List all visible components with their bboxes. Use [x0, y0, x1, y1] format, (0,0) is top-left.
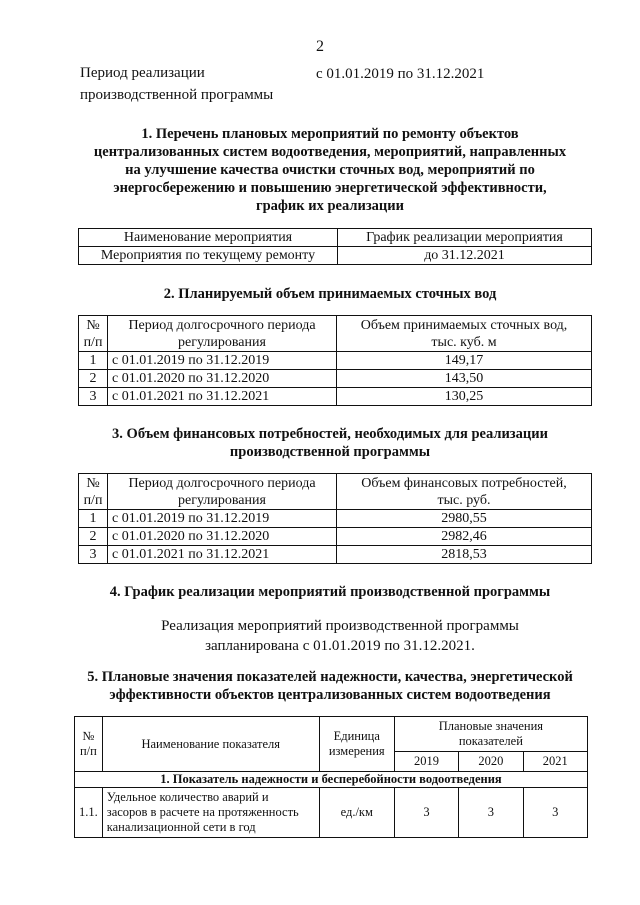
indicator-name-line: канализационной сети в год	[106, 820, 256, 834]
header-volume	[337, 316, 592, 352]
section1-title-line: централизованных систем водоотведения, мероприятий, направленных	[93, 144, 567, 160]
header-num-line1: №	[82, 729, 95, 743]
row-num: 1.1.	[75, 788, 103, 838]
header-num	[79, 474, 108, 510]
row-period: с 01.01.2021 по 31.12.2021	[108, 388, 337, 406]
section5-title-line1: 5. Плановые значения показателей надежности, качества, энергетической	[87, 669, 573, 685]
row-value-2019: 3	[394, 788, 458, 838]
page-number: 2	[316, 38, 324, 55]
table-header-row	[79, 474, 592, 510]
row-period: с 01.01.2020 по 31.12.2020	[108, 370, 337, 388]
table-row	[75, 788, 588, 838]
header-unit-line1: Единица	[333, 729, 380, 743]
header-year: 2020	[459, 752, 523, 772]
row-value: 149,17	[337, 352, 592, 370]
row-num: 3	[79, 546, 108, 564]
header-num	[75, 717, 103, 772]
indicator-name-line: Удельное количество аварий и	[106, 790, 269, 804]
table-row	[79, 247, 592, 265]
activity-name: Мероприятия по текущему ремонту	[79, 247, 338, 265]
section5-title	[55, 668, 605, 704]
header-period-line2: регулирования	[178, 492, 266, 508]
table-row	[79, 528, 592, 546]
section3-title-line2: производственной программы	[229, 444, 431, 460]
table-group-row	[75, 772, 588, 788]
section3-title-line1: 3. Объем финансовых потребностей, необходимых для реализации	[112, 426, 548, 442]
header-indicator-name: Наименование показателя	[102, 717, 319, 772]
header-unit	[319, 717, 394, 772]
row-period: с 01.01.2021 по 31.12.2021	[108, 546, 337, 564]
row-unit: ед./км	[319, 788, 394, 838]
section1-title-line: 1. Перечень плановых мероприятий по ремонту объектов	[141, 126, 519, 142]
section4-text-line2: запланирована с 01.01.2019 по 31.12.2021.	[205, 638, 475, 654]
header-year: 2019	[394, 752, 458, 772]
section4-title: 4. График реализации мероприятий производственной программы	[109, 584, 551, 600]
table-header-row	[79, 316, 592, 352]
section1-title-line: энергосбережению и повышению энергетической эффективности,	[113, 180, 547, 196]
section4-text	[100, 616, 580, 656]
row-num: 2	[79, 528, 108, 546]
row-value: 2980,55	[337, 510, 592, 528]
header-planned-values	[394, 717, 587, 752]
header-year: 2021	[523, 752, 587, 772]
row-value-2021: 3	[523, 788, 587, 838]
period-label-line2: производственной программы	[80, 87, 274, 103]
period-value: с 01.01.2019 по 31.12.2021	[316, 66, 485, 82]
header-financial-line2: тыс. руб.	[437, 492, 491, 508]
section5-title-line2: эффективности объектов централизованных систем водоотведения	[109, 687, 551, 703]
period-label	[80, 62, 273, 106]
row-value: 143,50	[337, 370, 592, 388]
header-num-line1: №	[86, 317, 100, 333]
row-period: с 01.01.2019 по 31.12.2019	[108, 510, 337, 528]
row-indicator-name	[102, 788, 319, 838]
table-header-row	[79, 229, 592, 247]
header-volume-line1: Объем принимаемых сточных вод,	[360, 317, 568, 333]
row-value: 130,25	[337, 388, 592, 406]
header-volume-line2: тыс. куб. м	[431, 334, 497, 350]
section1-title-line: график их реализации	[255, 198, 404, 214]
section4-text-line1: Реализация мероприятий производственной программы	[161, 618, 519, 634]
table-row	[79, 388, 592, 406]
header-num-line2: п/п	[83, 492, 103, 508]
section1-table	[78, 228, 592, 265]
row-value-2020: 3	[459, 788, 523, 838]
period-label-line1: Период реализации	[80, 65, 205, 81]
header-period	[108, 316, 337, 352]
section3-title	[60, 425, 600, 461]
section1-title	[60, 125, 600, 215]
row-value: 2818,53	[337, 546, 592, 564]
row-num: 1	[79, 510, 108, 528]
activity-schedule: до 31.12.2021	[338, 247, 592, 265]
header-unit-line2: измерения	[328, 744, 385, 758]
table-row	[79, 352, 592, 370]
header-num-line2: п/п	[83, 334, 103, 350]
row-num: 3	[79, 388, 108, 406]
table-header-row	[75, 717, 588, 752]
header-schedule: График реализации мероприятия	[338, 229, 592, 247]
section5-table	[74, 716, 588, 838]
header-activity-name: Наименование мероприятия	[79, 229, 338, 247]
header-financial-line1: Объем финансовых потребностей,	[361, 475, 567, 491]
row-num: 1	[79, 352, 108, 370]
group-title: 1. Показатель надежности и бесперебойности водоотведения	[75, 772, 588, 788]
row-num: 2	[79, 370, 108, 388]
header-period-line2: регулирования	[178, 334, 266, 350]
indicator-name-line: засоров в расчете на протяженность	[106, 805, 299, 819]
section2-table	[78, 315, 592, 406]
header-num-line1: №	[86, 475, 100, 491]
header-planned-line2: показателей	[458, 734, 523, 748]
section2-title: 2. Планируемый объем принимаемых сточных вод	[163, 286, 497, 302]
header-period-line1: Период долгосрочного периода	[128, 317, 316, 333]
row-period: с 01.01.2019 по 31.12.2019	[108, 352, 337, 370]
header-num-line2: п/п	[79, 744, 97, 758]
section3-table	[78, 473, 592, 564]
row-period: с 01.01.2020 по 31.12.2020	[108, 528, 337, 546]
header-financial-needs	[337, 474, 592, 510]
table-row	[79, 370, 592, 388]
header-planned-line1: Плановые значения	[438, 719, 544, 733]
header-period-line1: Период долгосрочного периода	[128, 475, 316, 491]
table-row	[79, 510, 592, 528]
header-period	[108, 474, 337, 510]
row-value: 2982,46	[337, 528, 592, 546]
table-row	[79, 546, 592, 564]
section1-title-line: на улучшение качества очистки сточных вод, мероприятий по	[125, 162, 535, 178]
header-num	[79, 316, 108, 352]
